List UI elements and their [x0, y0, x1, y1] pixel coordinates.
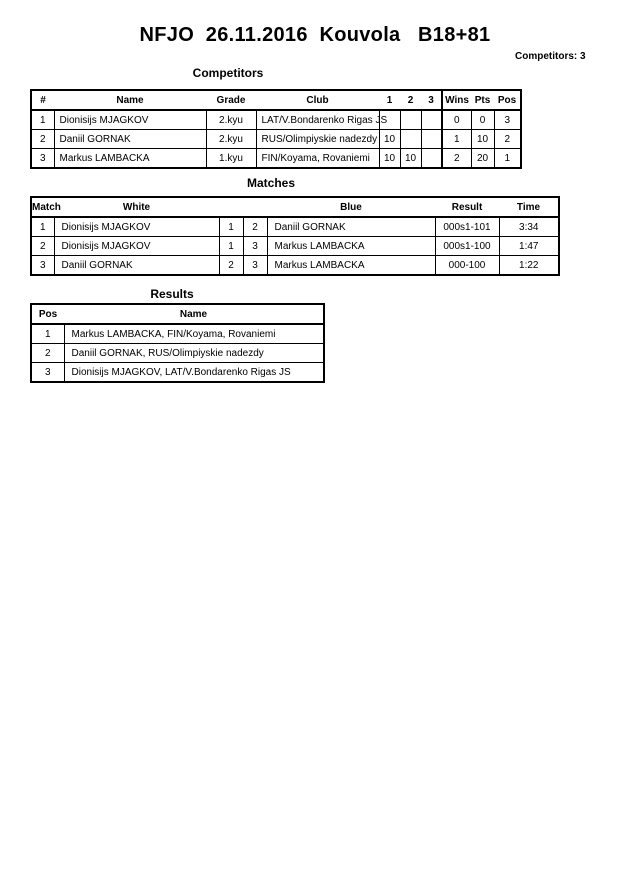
header-white-num [219, 197, 243, 217]
competitor-pos: 1 [494, 149, 521, 169]
result-row [31, 344, 324, 363]
competitor-row [31, 130, 521, 149]
competitor-pts: 20 [471, 149, 494, 169]
result-pos: 3 [31, 363, 64, 383]
competitor-club: FIN/Koyama, Rovaniemi [256, 149, 379, 169]
result-name: Dionisijs MJAGKOV, LAT/V.Bondarenko Rigas JS [64, 363, 324, 383]
match-white-num: 2 [219, 256, 243, 276]
competitor-name: Daniil GORNAK [54, 130, 206, 149]
competitor-round3 [421, 130, 442, 149]
results-section-heading: Results [150, 287, 194, 301]
header-blue: Blue [267, 197, 435, 217]
competitor-grade: 2.kyu [206, 110, 256, 130]
competitor-grade: 2.kyu [206, 130, 256, 149]
competitor-round1: 10 [379, 149, 400, 169]
competitor-round3 [421, 149, 442, 169]
competitors-section-heading: Competitors [192, 66, 264, 80]
competitor-pts: 0 [471, 110, 494, 130]
competitor-round2: 10 [400, 149, 421, 169]
competitor-wins: 2 [442, 149, 471, 169]
match-result: 000s1-101 [435, 217, 499, 237]
competitor-row [31, 110, 521, 130]
header-result: Result [435, 197, 499, 217]
competitor-name: Markus LAMBACKA [54, 149, 206, 169]
match-row [31, 237, 559, 256]
result-pos: 2 [31, 344, 64, 363]
competitor-pos: 3 [494, 110, 521, 130]
match-time: 3:34 [499, 217, 559, 237]
competitor-wins: 1 [442, 130, 471, 149]
header-pts: Pts [471, 90, 494, 110]
competitor-num: 2 [31, 130, 54, 149]
competitor-name: Dionisijs MJAGKOV [54, 110, 206, 130]
header-pos: Pos [494, 90, 521, 110]
competitor-wins: 0 [442, 110, 471, 130]
match-num: 3 [31, 256, 54, 276]
results-table [30, 303, 325, 383]
match-blue-name: Markus LAMBACKA [267, 256, 435, 276]
result-name: Markus LAMBACKA, FIN/Koyama, Rovaniemi [64, 324, 324, 344]
matches-header-row [31, 197, 559, 217]
match-white-num: 1 [219, 217, 243, 237]
competitor-club: LAT/V.Bondarenko Rigas JS [256, 110, 379, 130]
competitor-round3 [421, 110, 442, 130]
matches-section-heading: Matches [246, 176, 296, 190]
match-blue-name: Markus LAMBACKA [267, 237, 435, 256]
competitor-pts: 10 [471, 130, 494, 149]
competitor-row [31, 149, 521, 169]
header-num: # [31, 90, 54, 110]
header-wins: Wins [442, 90, 471, 110]
match-result: 000-100 [435, 256, 499, 276]
match-blue-name: Daniil GORNAK [267, 217, 435, 237]
header-blue-num [243, 197, 267, 217]
header-name: Name [54, 90, 206, 110]
header-grade: Grade [206, 90, 256, 110]
match-row [31, 256, 559, 276]
competitor-pos: 2 [494, 130, 521, 149]
result-pos: 1 [31, 324, 64, 344]
header-pos: Pos [31, 304, 64, 324]
result-row [31, 324, 324, 344]
header-round3: 3 [421, 90, 442, 110]
header-time: Time [499, 197, 559, 217]
header-club: Club [256, 90, 379, 110]
competitors-header-row [31, 90, 521, 110]
header-name: Name [64, 304, 324, 324]
matches-table [30, 196, 560, 276]
header-round1: 1 [379, 90, 400, 110]
match-time: 1:22 [499, 256, 559, 276]
match-blue-num: 2 [243, 217, 267, 237]
match-result: 000s1-100 [435, 237, 499, 256]
page-title: NFJO 26.11.2016 Kouvola B18+81 [139, 24, 491, 46]
competitor-round1: 10 [379, 130, 400, 149]
match-num: 1 [31, 217, 54, 237]
competitors-table [30, 89, 522, 169]
match-num: 2 [31, 237, 54, 256]
competitors-count-label: Competitors: 3 [515, 51, 586, 62]
header-white: White [54, 197, 219, 217]
competitor-round2 [400, 110, 421, 130]
match-white-name: Dionisijs MJAGKOV [54, 217, 219, 237]
match-time: 1:47 [499, 237, 559, 256]
match-row [31, 217, 559, 237]
header-match: Match [31, 197, 54, 217]
match-white-name: Daniil GORNAK [54, 256, 219, 276]
match-blue-num: 3 [243, 256, 267, 276]
results-header-row [31, 304, 324, 324]
result-row [31, 363, 324, 383]
competitor-num: 3 [31, 149, 54, 169]
competitor-grade: 1.kyu [206, 149, 256, 169]
match-white-num: 1 [219, 237, 243, 256]
header-round2: 2 [400, 90, 421, 110]
competitor-round2 [400, 130, 421, 149]
result-name: Daniil GORNAK, RUS/Olimpiyskie nadezdy [64, 344, 324, 363]
competitor-club: RUS/Olimpiyskie nadezdy [256, 130, 379, 149]
competitor-num: 1 [31, 110, 54, 130]
match-white-name: Dionisijs MJAGKOV [54, 237, 219, 256]
match-blue-num: 3 [243, 237, 267, 256]
